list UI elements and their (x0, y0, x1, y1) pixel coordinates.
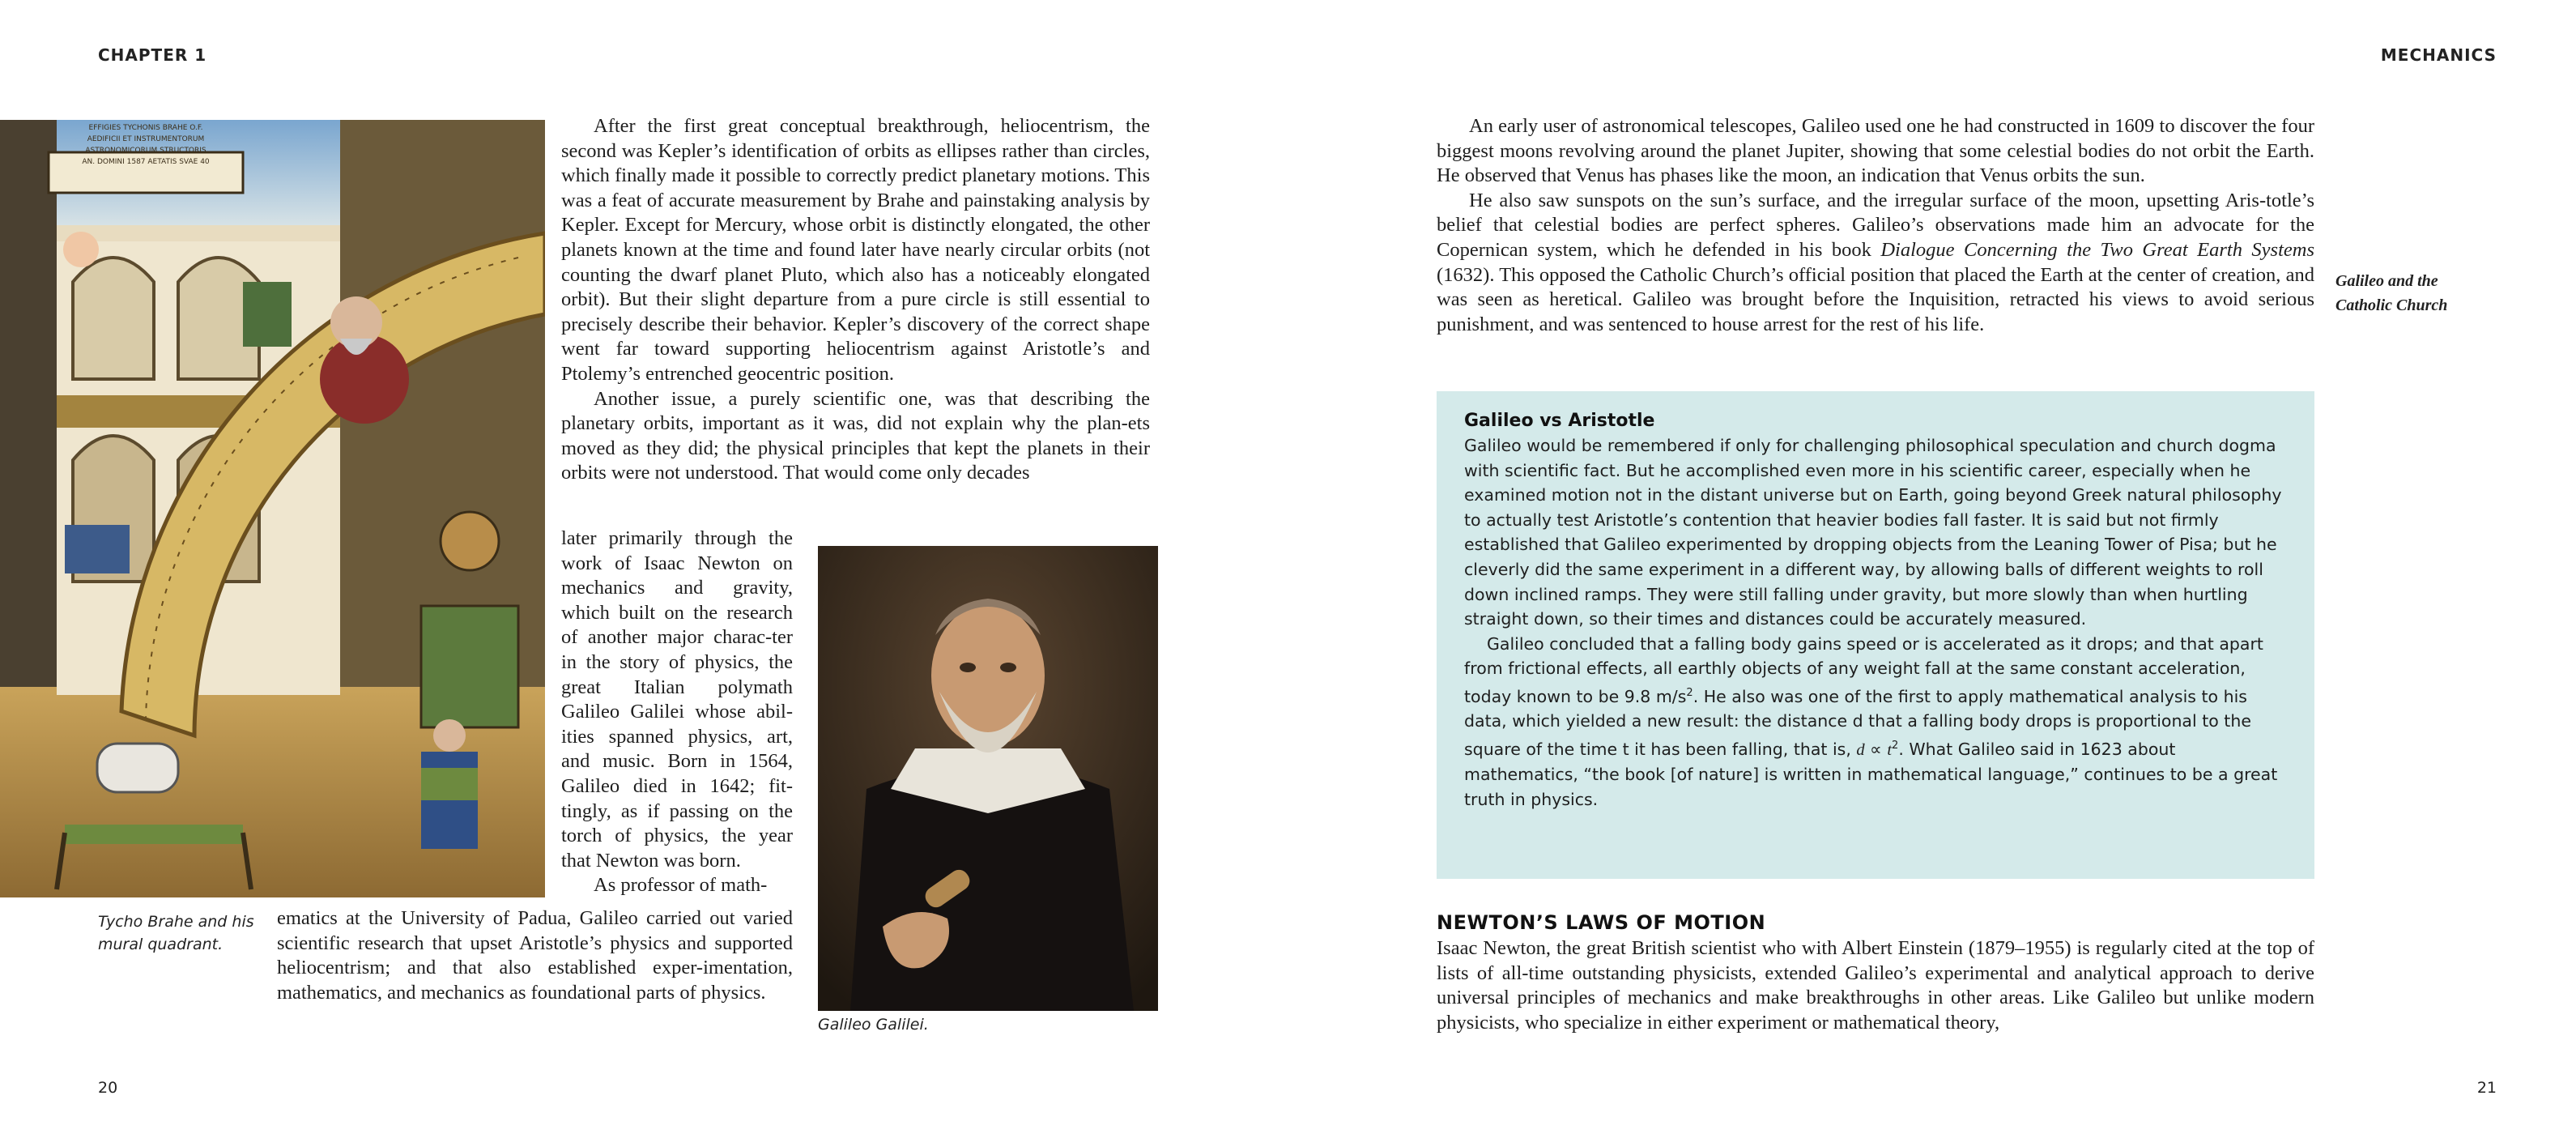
body-column-narrow (561, 526, 793, 898)
inscription-line-3: ASTRONOMICORUM STRUCTORIS (85, 147, 207, 155)
formula-symbol: ∝ (1864, 739, 1888, 759)
book-title: Dialogue Concerning the Two Great Earth Systems (1880, 238, 2314, 261)
body-paragraph: Isaac Newton, the great British scientist who with Albert Einstein (1879–1955) is regularly cited at the top of lists of all-time outstanding physicists, extended Galileo’s experimental and analytical approach to derive universal principles of mechanics and make breakthroughs in other areas. Like Galileo but unlike modern physicists, who specialize in either experiment or mathematical theory, (1437, 937, 2314, 1034)
body-paragraph: As professor of math- (594, 874, 768, 897)
body-paragraph (1437, 189, 2314, 338)
section-body (1437, 936, 2314, 1035)
text-run: He also saw sunspots on the sun’s surface, and the irregular surface of the moon, upsetting Aris-totle’s belief that celestial bodies are perfect spheres. Galileo’s observations made him an advocate for the Copernican system, which he defended in his book (1437, 189, 2314, 261)
sidebar-paragraph (1464, 632, 2287, 812)
running-head-chapter: CHAPTER 1 (98, 45, 207, 65)
body-paragraph: An early user of astronomical telescopes, Galileo used one he had constructed in 1609 to discover the four biggest moons revolving around the planet Jupiter, showing that some celestial bodies do not orbit the Earth. He observed that Venus has phases like the moon, an indication that Venus orbits the sun. (1437, 115, 2314, 187)
formula-d: d (1856, 740, 1865, 759)
text-run: Galileo concluded that a falling body gains speed or is accelerated as it drops; and that apart from frictional effects, all earthly objects of any weight fall at the same constant acceleration, today known to be 9.8 m/s (1464, 633, 2263, 706)
galileo-portrait-caption: Galileo Galilei. (818, 1016, 929, 1034)
text-run: (1632). This opposed the Catholic Church’s official position that placed the Earth at the center of creation, and was seen as heretical. Galileo was brought before the Inquisition, retracted his views to avoid serious punishment, and was sentenced to house arrest for the rest of his life. (1437, 263, 2314, 335)
margin-note-line: Catholic Church (2335, 296, 2448, 314)
body-paragraph: ematics at the University of Padua, Galileo carried out varied scientific research that upset Aristotle’s physics and supported heliocentrism; and that also established exper-imentation, mathematics, and mechanics as foundational parts of physics. (277, 907, 793, 1004)
sidebar-paragraph: Galileo would be remembered if only for challenging philosophical speculation and church dogma with scientific fact. But he accomplished even more in his scientific career, especially when he examined motion not in the distant universe but on Earth, going beyond Greek natural philosophy to actually test Aristotle’s contention that heavier bodies fall faster. It is said but not firmly established that Galileo experimented by dropping objects from the Leaning Tower of Pisa; but he cleverly did the same experiment in a different way, by allowing balls of different weights to roll down inclined ramps. They were still falling under gravity, but more slowly than when hurtling straight down, so their times and distances could be accurately measured. (1464, 436, 2282, 629)
inscription-line-1: EFFIGIES TYCHONIS BRAHE O.F. (88, 124, 203, 132)
body-paragraph: After the first great conceptual breakthrough, heliocentrism, the second was Kepler’s identification of orbits as ellipses rather than circles, which finally made it possible to correctly predict planetary motions. This was a feat of accurate measurement by Brahe and painstaking analysis by Kepler. Except for Mercury, whose orbit is distinctly elongated, the other planets known at the time and found later have nearly circular orbits (not counting the dwarf planet Pluto, which also has a noticeably elongated orbit). But their slight departure from a pure circle is still essential to precisely describe their behavior. Kepler’s discovery of the correct shape went far toward supporting heliocentrism against Aristotle’s and Ptolemy’s entrenched geocentric position. (561, 115, 1150, 385)
text-run: . What Galileo said in 1623 about mathematics, “the book [of nature] is written in mathematical language,” continues to be a great truth in physics. (1464, 739, 2278, 809)
caption-line: Tycho Brahe and his (98, 913, 254, 931)
body-column-upper (561, 114, 1150, 486)
page-number-right: 21 (2476, 1079, 2497, 1097)
text-run: . He also was one of the first to apply mathematical analysis to his data, which yielded a new result: the distance d that a falling body drops is proportional to the square of the time t it has been falling, that is, (1464, 686, 2251, 759)
tycho-brahe-engraving (0, 120, 545, 897)
page-number-left: 20 (98, 1079, 118, 1097)
superscript: 2 (1686, 686, 1693, 699)
margin-note-line: Galileo and the (2335, 272, 2438, 290)
section-heading: NEWTON’S LAWS OF MOTION (1437, 911, 1766, 934)
inscription-line-2: AEDIFICII ET INSTRUMENTORUM (87, 135, 205, 143)
running-head-section: MECHANICS (2380, 45, 2497, 65)
superscript: 2 (1892, 739, 1899, 752)
sidebar-title: Galileo vs Aristotle (1464, 411, 1655, 431)
margin-note (2335, 269, 2497, 318)
sidebar-box (1437, 391, 2314, 879)
caption-line: mural quadrant. (98, 936, 224, 953)
sidebar-body (1464, 433, 2287, 812)
body-paragraph: later primarily through the work of Isaac Newton on mechanics and gravity, which built on the research of another major charac-ter in the story of physics, the great Italian polymath Galileo Galilei whose abil-ities spanned physics, art, and music. Born in 1564, Galileo died in 1642; fit-tingly, as if passing on the torch of physics, the year that Newton was born. (561, 527, 793, 872)
body-column-lower (277, 906, 793, 1005)
formula-t: t (1887, 740, 1893, 759)
body-paragraph: Another issue, a purely scientific one, was that describing the planetary orbits, important as it was, did not explain why the plan-ets moved as they did; the physical principles that kept the planets in their orbits were not understood. That would come only decades (561, 387, 1150, 484)
inscription-line-4: AN. DOMINI 1587 AETATIS SVAE 40 (82, 158, 210, 166)
tycho-figure-caption (98, 910, 284, 956)
galileo-portrait (818, 546, 1158, 1011)
body-column-right (1437, 114, 2314, 337)
